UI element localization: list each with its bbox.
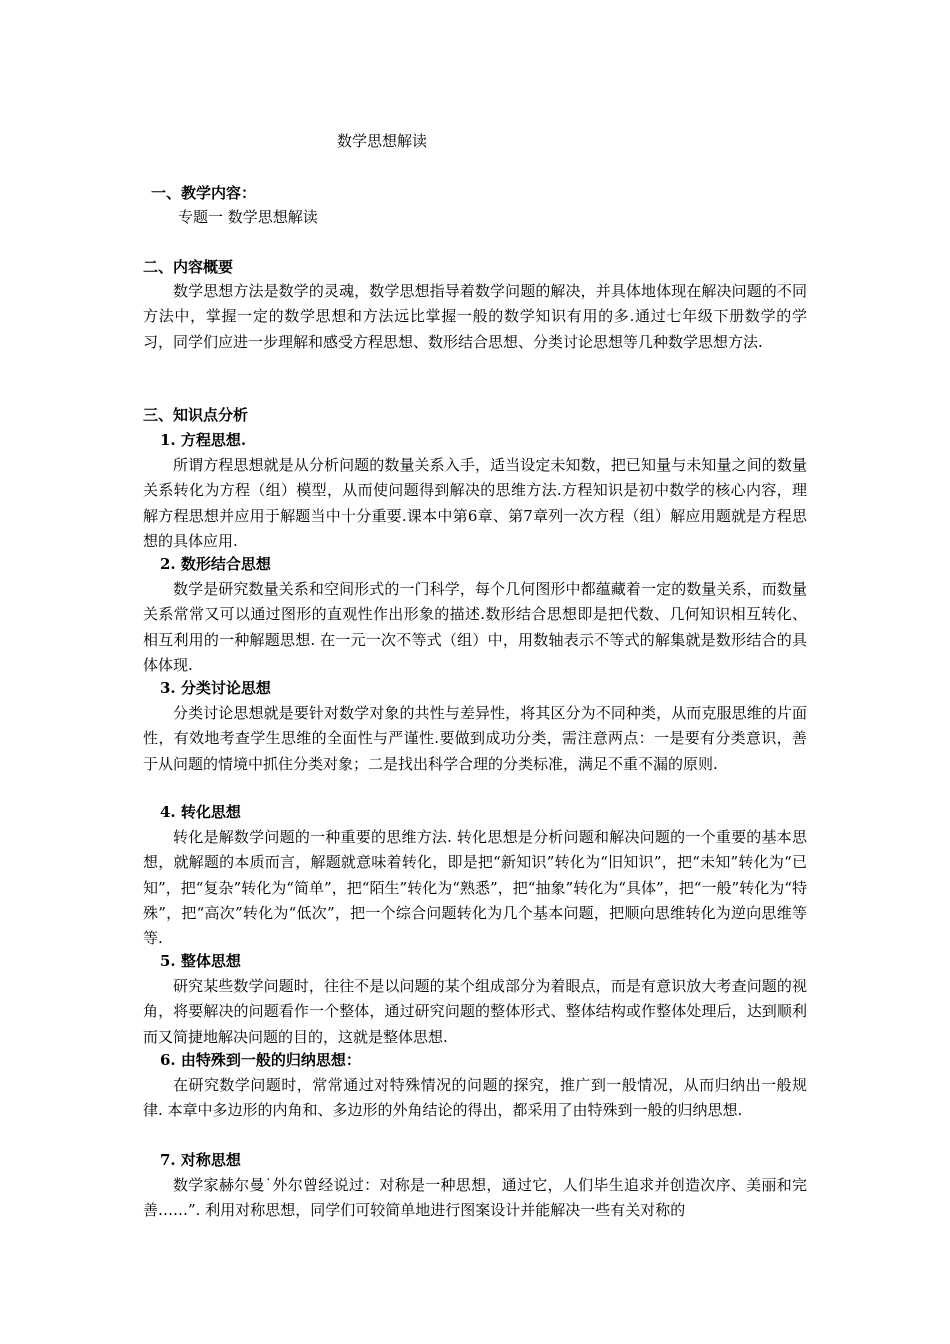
knowledge-point-heading: 5. 整体思想: [160, 952, 241, 970]
document-title: 数学思想解读: [337, 132, 428, 150]
knowledge-point-heading: 2. 数形结合思想: [160, 555, 271, 573]
knowledge-point-heading: 4. 转化思想: [160, 803, 241, 821]
knowledge-point-paragraph: 分类讨论思想就是要针对数学对象的共性与差异性，将其区分为不同种类，从而克服思维的片面性，有效地考查学生思维的全面性与严谨性.要做到成功分类，需注意两点：一是要有分类意识，善于从问题的情境中抓住分类对象；二是找出科学合理的分类标准，满足不重不漏的原则.: [143, 704, 807, 773]
section-heading-teaching-content: 一、教学内容：: [151, 184, 257, 202]
knowledge-point-paragraph: 研究某些数学问题时，往往不是以问题的某个组成部分为着眼点，而是有意识放大考查问题的视角，将要解决的问题看作一个整体，通过研究问题的整体形式、整体结构或作整体处理后，达到顺利而又简捷地解决问题的目的，这就是整体思想.: [143, 977, 807, 1046]
knowledge-point-heading: 1. 方程思想.: [160, 431, 247, 449]
knowledge-point-heading: 3. 分类讨论思想: [160, 679, 271, 697]
knowledge-point-paragraph: 转化是解数学问题的一种重要的思维方法. 转化思想是分析问题和解决问题的一个重要的基本思想，就解题的本质而言，解题就意味着转化，即是把“新知识”转化为“旧知识”，把“未知”转化为“已知”，把“复杂”转化为“简单”，把“陌生”转化为“熟悉”，把“抽象”转化为“具体”，把“一般”转化为“特殊”，把“高次”转化为“低次”，把一个综合问题转化为几个基本问题，把顺向思维转化为逆向思维等等.: [143, 828, 807, 948]
knowledge-point-paragraph: 数学家赫尔曼˙外尔曾经说过：对称是一种思想，通过它，人们毕生追求并创造次序、美丽和完善……”. 利用对称思想，同学们可较简单地进行图案设计并能解决一些有关对称的: [143, 1176, 807, 1220]
section-heading-summary: 二、内容概要: [143, 258, 234, 276]
knowledge-point-paragraph: 所谓方程思想就是从分析问题的数量关系入手，适当设定未知数，把已知量与未知量之间的数量关系转化为方程（组）模型，从而使问题得到解决的思维方法.方程知识是初中数学的核心内容，理解方程思想并应用于解题当中十分重要.课本中第6章、第7章列一次方程（组）解应用题就是方程思想的具体应用.: [143, 456, 807, 550]
section-heading-knowledge-points: 三、知识点分析: [143, 406, 249, 424]
knowledge-point-paragraph: 在研究数学问题时，常常通过对特殊情况的问题的探究，推广到一般情况，从而归纳出一般规律. 本章中多边形的内角和、多边形的外角结论的得出，都采用了由特殊到一般的归纳思想.: [143, 1076, 807, 1120]
summary-paragraph: 数学思想方法是数学的灵魂，数学思想指导着数学问题的解决，并具体地体现在解决问题的不同方法中，掌握一定的数学思想和方法远比掌握一般的数学知识有用的多.通过七年级下册数学的学习，同学们应进一步理解和感受方程思想、数形结合思想、分类讨论思想等几种数学思想方法.: [143, 282, 807, 351]
knowledge-point-paragraph: 数学是研究数量关系和空间形式的一门科学，每个几何图形中都蕴藏着一定的数量关系，而数量关系常常又可以通过图形的直观性作出形象的描述.数形结合思想即是把代数、几何知识相互转化、相互利用的一种解题思想. 在一元一次不等式（组）中，用数轴表示不等式的解集就是数形结合的具体体现.: [143, 580, 807, 674]
knowledge-point-heading: 7. 对称思想: [160, 1151, 241, 1169]
topic-line: 专题一 数学思想解读: [178, 208, 318, 226]
knowledge-point-heading: 6. 由特殊到一般的归纳思想：: [160, 1051, 361, 1069]
